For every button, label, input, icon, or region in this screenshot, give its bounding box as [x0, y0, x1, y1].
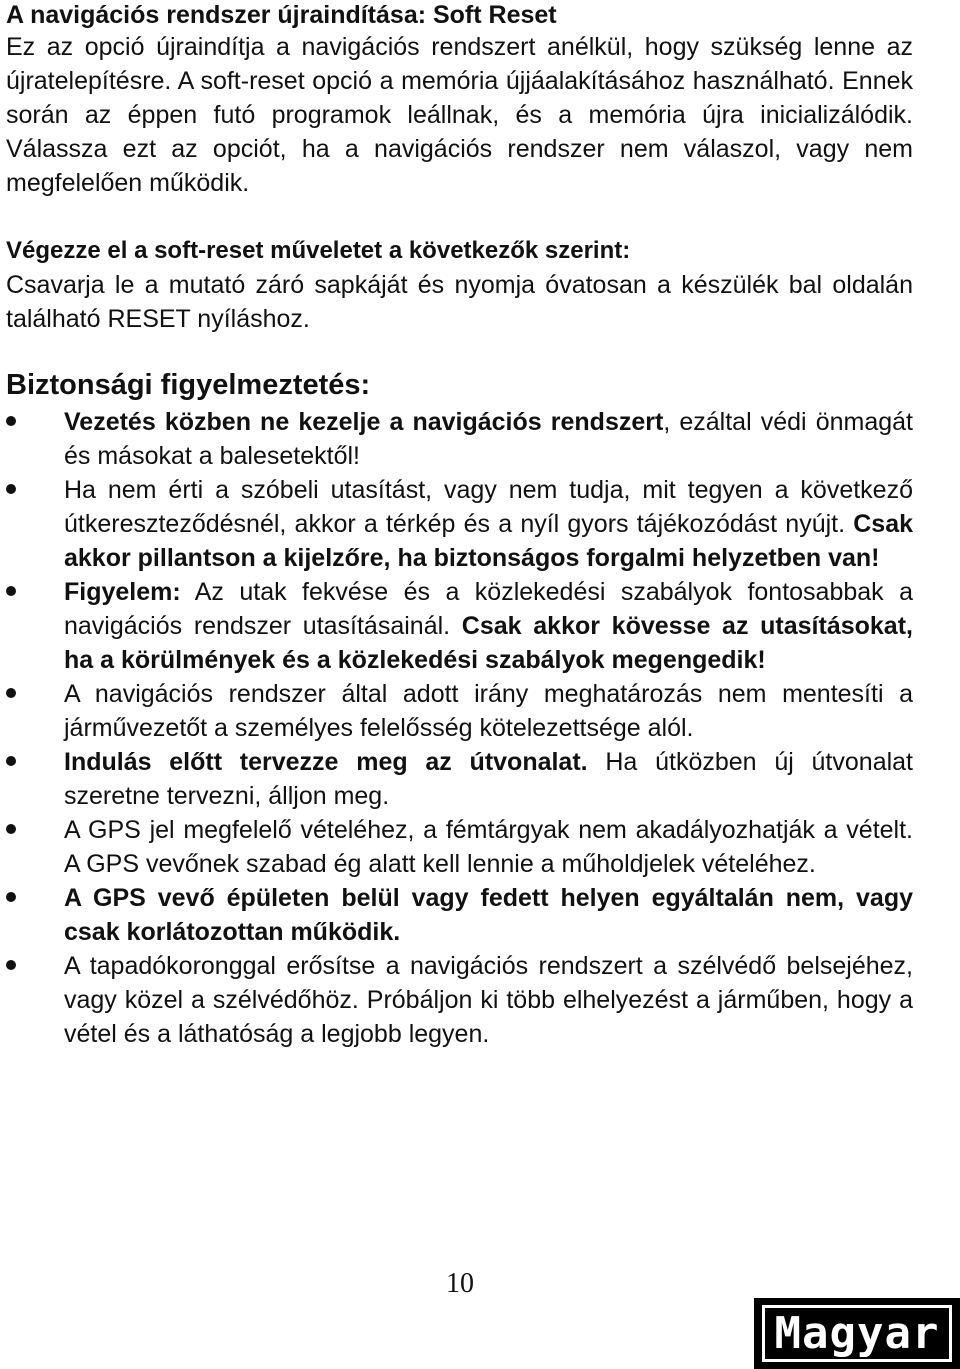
bullet-icon: [6, 416, 16, 426]
warning-text: A navigációs rendszer által adott irány meghatározás nem mentesíti a járművezetőt a személyes felelősség kötelezettsége alól.: [64, 680, 913, 742]
bullet-icon: [6, 688, 16, 698]
language-badge: [754, 1298, 960, 1369]
warning-bold-text: Vezetés közben ne kezelje a navigációs rendszert: [64, 408, 664, 436]
safety-warning-list: [6, 405, 913, 1051]
warning-lead-label: Figyelem:: [64, 578, 181, 606]
warning-text: Az utak fekvése és a közlekedési szabályok fontosabbak a navigációs rendszer utasításainál.: [64, 578, 913, 640]
list-item: [6, 575, 913, 677]
list-item: [6, 881, 913, 949]
warning-text: A tapadókoronggal erősítse a navigációs rendszert a szélvédő belsejéhez, vagy közel a szélvédőhöz. Próbáljon ki több elhelyezést a járműben, hogy a vétel és a láthatóság a legjobb legyen.: [64, 952, 913, 1048]
warning-text: , ezáltal védi önmagát és másokat a balesetektől!: [64, 408, 913, 470]
safety-heading: Biztonsági figyelmeztetés:: [6, 369, 371, 401]
procedure-description: Csavarja le a mutató záró sapkáját és nyomja óvatosan a készülék bal oldalán található RESET nyíláshoz.: [6, 271, 913, 333]
warning-bold-text: Csak akkor pillantson a kijelzőre, ha biztonságos forgalmi helyzetben van!: [64, 510, 913, 572]
warning-text: A GPS jel megfelelő vételéhez, a fémtárgyak nem akadályozhatják a vételt. A GPS vevőnek szabad ég alatt kell lennie a műholdjelek vételéhez.: [64, 816, 913, 878]
soft-reset-title: A navigációs rendszer újraindítása: Soft Reset: [6, 1, 557, 29]
procedure-section: [6, 234, 913, 336]
list-item: [6, 949, 913, 1051]
list-item: [6, 473, 913, 575]
procedure-heading: Végezze el a soft-reset műveletet a következők szerint:: [6, 237, 631, 264]
soft-reset-description: Ez az opció újraindítja a navigációs rendszert anélkül, hogy szükség lenne az újratelepítésre. A soft-reset opció a memória újjáalakításához használható. Ennek során az éppen futó programok leállnak, és a memória újra inicializálódik. Válassza ezt az opciót, ha a navigációs rendszer nem válaszol, vagy nem megfelelően működik.: [6, 33, 913, 197]
list-item: [6, 745, 913, 813]
bullet-icon: [6, 892, 16, 902]
bullet-icon: [6, 824, 16, 834]
warning-text: Ha útközben új útvonalat szeretne tervezni, álljon meg.: [64, 748, 913, 810]
list-item: [6, 405, 913, 473]
warning-text: Ha nem érti a szóbeli utasítást, vagy nem tudja, mit tegyen a következő útkereszteződésnél, akkor a térkép és a nyíl gyors tájékozódást nyújt.: [64, 476, 913, 538]
bullet-icon: [6, 586, 16, 596]
bullet-icon: [6, 484, 16, 494]
bullet-icon: [6, 960, 16, 970]
soft-reset-section: [6, 0, 913, 200]
safety-section: [6, 365, 913, 1051]
warning-bold-text: Indulás előtt tervezze meg az útvonalat.: [64, 748, 588, 776]
list-item: [6, 813, 913, 881]
page-number: 10: [446, 1268, 474, 1299]
list-item: [6, 677, 913, 745]
bullet-icon: [6, 756, 16, 766]
language-label: Magyar: [774, 1307, 940, 1359]
warning-bold-text: A GPS vevő épületen belül vagy fedett helyen egyáltalán nem, vagy csak korlátozottan működik.: [64, 884, 913, 946]
warning-bold-text: Csak akkor kövesse az utasításokat, ha a körülmények és a közlekedési szabályok megengedik!: [64, 612, 913, 674]
language-badge-frame: [762, 1305, 952, 1362]
